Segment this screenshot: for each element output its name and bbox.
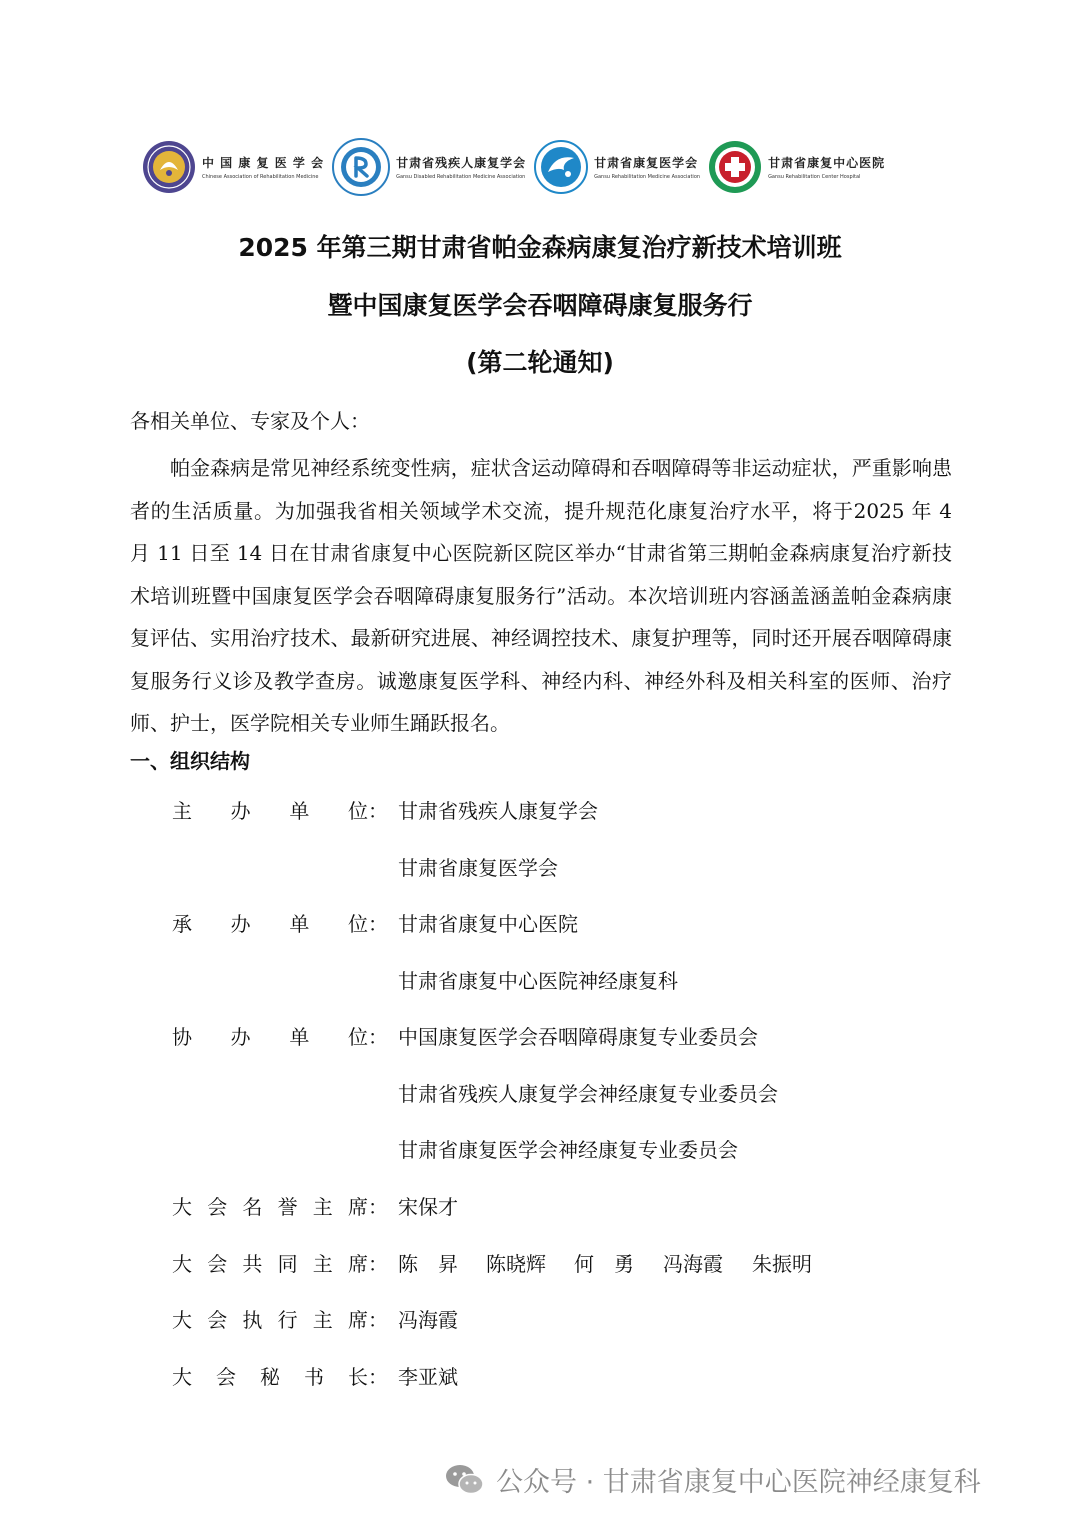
host-value-1: 甘肃省残疾人康复学会 <box>398 799 598 823</box>
logo-gansu-rehab-center-hospital <box>708 140 885 194</box>
honorary-chair-colon: ： <box>368 1195 388 1219</box>
gansu-disabled-rehab-association-emblem <box>332 138 390 196</box>
section-heading: 一、组织结构 <box>130 749 250 773</box>
co-organizer-colon: ： <box>368 1025 388 1049</box>
logo-name: 中 国 康 复 医 学 会 <box>202 156 325 170</box>
executive-chair-value: 冯海霞 <box>398 1308 458 1332</box>
co-organizer-value-3: 甘肃省康复医学会神经康复专业委员会 <box>398 1138 738 1162</box>
host-label: 主办单位 <box>172 799 368 823</box>
co-chair-name: 何 勇 <box>574 1252 634 1276</box>
chinese-rehab-association-emblem <box>142 140 196 194</box>
logo-chinese-rehab-association <box>142 140 324 194</box>
logo-english: Gansu Rehabilitation Center Hospital <box>768 174 861 180</box>
co-chairs-label: 大会共同主席 <box>172 1252 368 1276</box>
gansu-rehab-medicine-association-emblem <box>534 140 588 194</box>
logo-name: 甘肃省康复中心医院 <box>768 156 886 170</box>
organizer-value-1: 甘肃省康复中心医院 <box>398 912 578 936</box>
host-value-2: 甘肃省康复医学会 <box>398 856 558 880</box>
title-line-3: (第二轮通知) <box>466 348 614 377</box>
wechat-icon <box>444 1462 486 1498</box>
secretary-general-colon: ： <box>368 1365 388 1389</box>
organizer-label: 承办单位 <box>172 912 368 936</box>
gansu-rehab-center-hospital-emblem <box>708 140 762 194</box>
logo-english: Gansu Disabled Rehabilitation Medicine Association <box>396 174 526 180</box>
co-chairs-colon: ： <box>368 1252 388 1276</box>
watermark <box>444 1460 981 1499</box>
watermark-text: 公众号 · 甘肃省康复中心医院神经康复科 <box>496 1467 981 1498</box>
title-line-1: 2025 年第三期甘肃省帕金森病康复治疗新技术培训班 <box>238 233 842 262</box>
logo-english: Gansu Rehabilitation Medicine Association <box>594 174 701 180</box>
co-organizer-label: 协办单位 <box>172 1025 368 1049</box>
co-chair-name: 冯海霞 <box>663 1252 723 1276</box>
salutation: 各相关单位、专家及个人： <box>130 409 370 433</box>
co-organizer-value-1: 中国康复医学会吞咽障碍康复专业委员会 <box>398 1025 758 1049</box>
executive-chair-label: 大会执行主席 <box>172 1308 368 1332</box>
organizer-value-2: 甘肃省康复中心医院神经康复科 <box>398 969 678 993</box>
logo-bar <box>142 136 942 198</box>
logo-name: 甘肃省残疾人康复学会 <box>396 156 527 170</box>
title-line-2: 暨中国康复医学会吞咽障碍康复服务行 <box>327 291 753 320</box>
honorary-chair-value: 宋保才 <box>398 1195 458 1219</box>
logo-name: 甘肃省康复医学会 <box>594 156 699 170</box>
host-colon: ： <box>368 799 388 823</box>
logo-gansu-rehab-medicine-association <box>534 140 700 194</box>
honorary-chair-label: 大会名誉主席 <box>172 1195 368 1219</box>
co-chair-name: 陈 昇 <box>398 1252 458 1276</box>
secretary-general-label: 大会秘书长 <box>172 1365 368 1389</box>
logo-gansu-disabled-rehab-association <box>332 138 526 196</box>
secretary-general-value: 李亚斌 <box>398 1365 458 1389</box>
co-organizer-value-2: 甘肃省残疾人康复学会神经康复专业委员会 <box>398 1082 778 1106</box>
intro-paragraph: 帕金森病是常见神经系统变性病，症状含运动障碍和吞咽障碍等非运动症状，严重影响患者的生活质量。为加强我省相关领域学术交流，提升规范化康复治疗水平，将于2025 年 4 月 11 日至 14 日在甘肃省康复中心医院新区院区举办“甘肃省第三期帕金森病康复治疗新技术培训班暨中国康复医学会吞咽障碍康复服务行”活动。本次培训班内容涵盖涵盖帕金森病康复评估、实用治疗技术、最新研究进展、神经调控技术、康复护理等，同时还开展吞咽障碍康复服务行义诊及教学查房。诚邀康复医学科、神经内科、神经外科及相关科室的医师、治疗师、护士，医学院相关专业师生踊跃报名。 <box>130 456 952 735</box>
executive-chair-colon: ： <box>368 1308 388 1332</box>
organizer-colon: ： <box>368 912 388 936</box>
logo-english: Chinese Association of Rehabilitation Medicine <box>202 174 319 180</box>
co-chair-name: 陈晓辉 <box>486 1252 546 1276</box>
co-chair-name: 朱振明 <box>752 1252 812 1276</box>
